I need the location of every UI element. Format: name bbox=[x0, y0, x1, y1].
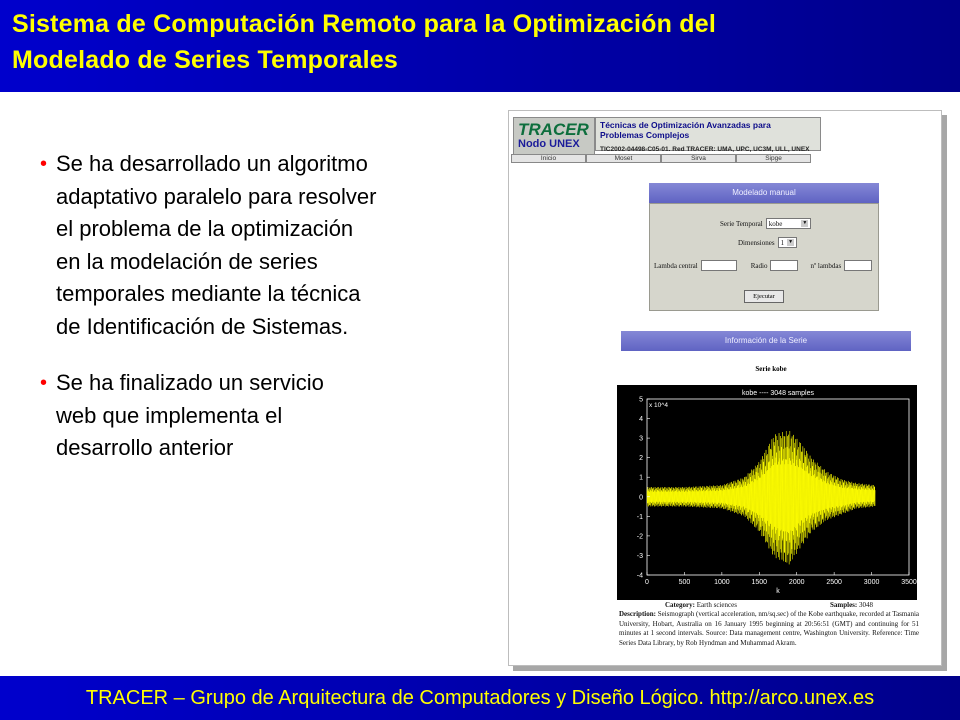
form-heading: Modelado manual bbox=[649, 183, 879, 203]
y-tick-label: 3 bbox=[639, 435, 643, 443]
chevron-down-icon: ▼ bbox=[788, 240, 794, 245]
serie-name: Serie kobe bbox=[755, 365, 787, 373]
nav-tab-sirva[interactable]: Sirva bbox=[661, 154, 736, 163]
dim-select-value: 1 bbox=[780, 238, 785, 247]
y-tick-label: 1 bbox=[639, 474, 643, 482]
bullet-line: web que implementa el bbox=[56, 402, 283, 428]
category-field bbox=[665, 601, 737, 610]
series-metadata bbox=[619, 601, 919, 648]
nlambdas-label: nº lambdas bbox=[810, 261, 842, 270]
dim-label: Dimensiones bbox=[738, 238, 775, 247]
bullet-dot-icon: • bbox=[40, 372, 48, 394]
slide-title-line-1: Sistema de Computación Remoto para la Optimización del bbox=[12, 10, 716, 38]
bullet-dot-icon: • bbox=[40, 153, 48, 175]
nlambdas-input[interactable] bbox=[844, 260, 872, 271]
y-tick-label: -4 bbox=[636, 572, 643, 580]
meta-summary bbox=[619, 601, 919, 610]
slide-header bbox=[0, 0, 960, 92]
dim-row bbox=[738, 237, 797, 248]
serie-label: Serie Temporal bbox=[720, 219, 763, 228]
manual-model-form bbox=[649, 203, 879, 311]
footer-text: TRACER – Grupo de Arquitectura de Computadores y Diseño Lógico. http://arco.unex.es bbox=[85, 687, 875, 709]
bullet-line: desarrollo anterior bbox=[56, 435, 234, 460]
x-axis-label: k bbox=[776, 588, 780, 595]
bullet-line: en la modelación de series bbox=[56, 248, 318, 274]
y-tick-label: -1 bbox=[636, 513, 643, 521]
serie-select[interactable] bbox=[766, 218, 812, 229]
x-tick-label: 3000 bbox=[863, 579, 880, 586]
site-nav bbox=[511, 154, 811, 163]
x-tick-label: 3500 bbox=[901, 579, 917, 586]
chevron-down-icon: ▼ bbox=[802, 221, 808, 226]
seismograph-chart bbox=[617, 385, 917, 600]
project-banner bbox=[595, 117, 821, 151]
description-text: Seismograph (vertical acceleration, nm/sq.sec) of the Kobe earthquake, recorded at Tasmania University, Hobart, Australia on 16 January 1995 beginning at 20:56:51 (GMT) and continuing for 51 minutes at 1 second intervals. Source: Data management centre, Washington University. Reference: Time Series Data Library, by Rob Hyndman and Muhammad Akram. bbox=[619, 610, 920, 647]
slide-footer bbox=[0, 676, 960, 720]
samples-field bbox=[830, 601, 873, 610]
chart-title: kobe ---- 3048 samples bbox=[742, 390, 814, 397]
radio-input[interactable] bbox=[770, 260, 798, 271]
y-tick-label: -3 bbox=[636, 552, 643, 560]
samples-value: 3048 bbox=[859, 601, 873, 609]
lambda-row bbox=[654, 260, 872, 271]
bullet-item bbox=[40, 148, 480, 343]
info-heading: Información de la Serie bbox=[621, 331, 911, 351]
x-tick-label: 1000 bbox=[714, 579, 730, 586]
logo-title: TRACER bbox=[518, 120, 589, 139]
bullet-line: adaptativo paralelo para resolver bbox=[56, 183, 377, 209]
logo-subtitle: Nodo UNEX bbox=[518, 138, 580, 150]
y-tick-label: -2 bbox=[636, 533, 643, 541]
slide-title-line-2: Modelado de Series Temporales bbox=[12, 46, 399, 74]
y-tick-label: 4 bbox=[639, 416, 643, 424]
radio-label: Radio bbox=[750, 261, 768, 270]
bullet-list bbox=[40, 148, 480, 489]
lambda-input[interactable] bbox=[701, 260, 737, 271]
web-service-screenshot bbox=[508, 110, 942, 666]
lambda-label: Lambda central bbox=[654, 261, 698, 270]
y-exponent-label: x 10^4 bbox=[649, 402, 668, 409]
y-tick-label: 5 bbox=[639, 396, 643, 404]
category-value: Earth sciences bbox=[696, 601, 737, 609]
series-line-kobe bbox=[647, 431, 875, 564]
x-tick-label: 1500 bbox=[751, 579, 768, 586]
bullet-line: Se ha desarrollado un algoritmo bbox=[56, 151, 368, 176]
x-tick-label: 2000 bbox=[788, 579, 805, 586]
tracer-logo bbox=[513, 117, 595, 155]
banner-subtitle: TIC2002-04498-C05-01. Red TRACER: UMA, UPC, UC3M, ULL, UNEX bbox=[600, 146, 810, 153]
serie-row bbox=[720, 218, 811, 229]
samples-label: Samples: bbox=[830, 601, 858, 609]
bullet-line: el problema de la optimización bbox=[56, 216, 354, 241]
nav-tab-inicio[interactable]: Inicio bbox=[511, 154, 586, 163]
x-tick-label: 2500 bbox=[826, 579, 842, 586]
bullet-line: temporales mediante la técnica bbox=[56, 281, 361, 306]
bullet-line: Se ha finalizado un servicio bbox=[56, 370, 324, 395]
nav-tab-moset[interactable]: Moset bbox=[586, 154, 661, 163]
y-tick-label: 2 bbox=[639, 455, 643, 463]
y-tick-label: 0 bbox=[639, 494, 643, 502]
dim-select[interactable] bbox=[778, 237, 798, 248]
description-label: Description: bbox=[619, 610, 656, 619]
chart-svg bbox=[617, 385, 917, 600]
description-field bbox=[619, 610, 919, 648]
bullet-item bbox=[40, 367, 480, 465]
category-label: Category: bbox=[665, 601, 695, 609]
run-button[interactable]: Ejecutar bbox=[744, 290, 784, 303]
nav-tab-sipge[interactable]: Sipge bbox=[736, 154, 811, 163]
bullet-line: de Identificación de Sistemas. bbox=[56, 313, 349, 339]
serie-select-value: kobe bbox=[768, 219, 783, 228]
x-tick-label: 500 bbox=[678, 579, 691, 586]
banner-title: Técnicas de Optimización Avanzadas para Problemas Complejos bbox=[600, 120, 771, 140]
x-tick-label: 0 bbox=[645, 579, 649, 586]
